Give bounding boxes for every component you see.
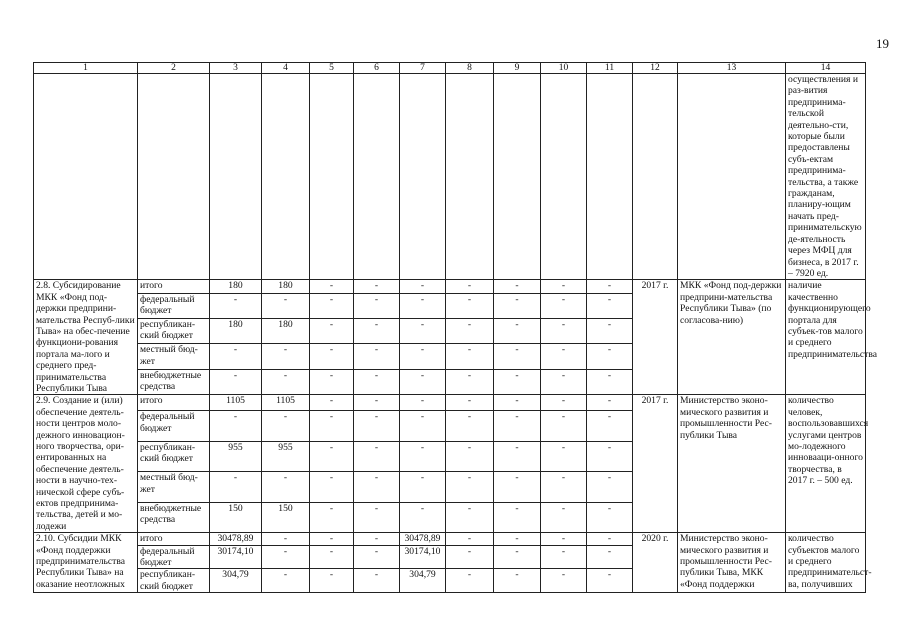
amount-cell: - — [354, 502, 400, 533]
amount-cell: - — [541, 280, 587, 293]
amount-cell: - — [400, 472, 446, 502]
funding-source-cell: республикан-ский бюджет — [138, 319, 210, 344]
amount-cell: - — [400, 395, 446, 411]
amount-cell: 150 — [262, 502, 310, 533]
amount-cell: - — [262, 344, 310, 369]
amount-cell: - — [494, 533, 541, 545]
amount-cell: - — [494, 441, 541, 471]
amount-cell: - — [210, 472, 262, 502]
executor-cell: Министерство эконо-мического развития и промышленности Рес-публики Тыва, МКК «Фонд поддержки — [678, 533, 786, 593]
amount-cell: - — [262, 545, 310, 569]
amount-cell: - — [541, 441, 587, 471]
funding-source-cell: республикан-ский бюджет — [138, 569, 210, 593]
amount-cell: - — [541, 502, 587, 533]
amount-cell: - — [541, 395, 587, 411]
amount-cell: - — [354, 344, 400, 369]
executor-cell: Министерство эконо-мического развития и промышленности Рес-публики Тыва — [678, 395, 786, 533]
amount-cell: - — [400, 319, 446, 344]
amount-cell: 304,79 — [210, 569, 262, 593]
funding-source-cell: федеральный бюджет — [138, 411, 210, 441]
header-cell: 9 — [494, 63, 541, 74]
amount-cell: - — [354, 533, 400, 545]
amount-cell: - — [262, 533, 310, 545]
amount-cell: 30478,89 — [400, 533, 446, 545]
amount-cell: - — [210, 293, 262, 318]
amount-cell: - — [446, 395, 494, 411]
amount-cell: - — [587, 411, 633, 441]
amount-cell: - — [310, 344, 354, 369]
amount-cell: - — [446, 280, 494, 293]
amount-cell: 180 — [210, 280, 262, 293]
year-cell: 2017 г. — [633, 395, 678, 533]
header-cell: 8 — [446, 63, 494, 74]
amount-cell: - — [494, 395, 541, 411]
amount-cell: 1105 — [210, 395, 262, 411]
amount-cell: - — [446, 502, 494, 533]
amount-cell: - — [446, 472, 494, 502]
amount-cell: - — [400, 293, 446, 318]
amount-cell: - — [587, 502, 633, 533]
amount-cell: - — [446, 441, 494, 471]
funding-source-cell: местный бюд-жет — [138, 472, 210, 502]
amount-cell: - — [310, 545, 354, 569]
header-cell: 10 — [541, 63, 587, 74]
amount-cell: - — [587, 472, 633, 502]
header-cell: 14 — [786, 63, 866, 74]
amount-cell: 180 — [210, 319, 262, 344]
executor-cell: МКК «Фонд под-держки предприни-мательства Республики Тыва» (по согласова-нию) — [678, 280, 786, 395]
header-cell: 2 — [138, 63, 210, 74]
header-cell: 1 — [34, 63, 138, 74]
amount-cell: 1105 — [262, 395, 310, 411]
amount-cell: - — [354, 369, 400, 395]
amount-cell: 180 — [262, 280, 310, 293]
amount-cell: 955 — [262, 441, 310, 471]
table-cell — [587, 74, 633, 280]
funding-source-cell: внебюджетные средства — [138, 369, 210, 395]
amount-cell: - — [354, 293, 400, 318]
amount-cell: - — [494, 569, 541, 593]
amount-cell: - — [587, 395, 633, 411]
funding-source-cell: итого — [138, 280, 210, 293]
amount-cell: - — [541, 319, 587, 344]
amount-cell: - — [310, 280, 354, 293]
continued-row — [34, 74, 866, 280]
amount-cell: - — [446, 319, 494, 344]
amount-cell: - — [400, 502, 446, 533]
year-cell: 2020 г. — [633, 533, 678, 593]
amount-cell: - — [354, 472, 400, 502]
funding-source-cell: федеральный бюджет — [138, 545, 210, 569]
amount-cell: - — [354, 545, 400, 569]
header-cell: 7 — [400, 63, 446, 74]
amount-cell: 180 — [262, 319, 310, 344]
table-row — [34, 395, 866, 411]
amount-cell: - — [541, 533, 587, 545]
header-cell: 5 — [310, 63, 354, 74]
amount-cell: - — [354, 411, 400, 441]
amount-cell: - — [310, 569, 354, 593]
table-cell — [446, 74, 494, 280]
amount-cell: - — [210, 369, 262, 395]
table-cell — [310, 74, 354, 280]
table-cell — [210, 74, 262, 280]
header-cell: 4 — [262, 63, 310, 74]
amount-cell: 150 — [210, 502, 262, 533]
amount-cell: - — [310, 395, 354, 411]
funding-source-cell: местный бюд-жет — [138, 344, 210, 369]
amount-cell: - — [262, 411, 310, 441]
amount-cell: - — [354, 280, 400, 293]
indicator-cell: количество человек, воспользовавшихся услугами центров мо-лодежного инновааци-онного творчества, в 2017 г. – 500 ед. — [786, 395, 866, 533]
amount-cell: - — [262, 293, 310, 318]
amount-cell: - — [446, 569, 494, 593]
amount-cell: - — [494, 472, 541, 502]
header-cell: 6 — [354, 63, 400, 74]
amount-cell: - — [541, 569, 587, 593]
amount-cell: - — [494, 280, 541, 293]
amount-cell: - — [587, 441, 633, 471]
table-cell — [262, 74, 310, 280]
amount-cell: - — [210, 344, 262, 369]
amount-cell: - — [494, 502, 541, 533]
header-cell: 12 — [633, 63, 678, 74]
amount-cell: - — [262, 569, 310, 593]
amount-cell: - — [310, 533, 354, 545]
table-cell — [678, 74, 786, 280]
table-cell — [354, 74, 400, 280]
amount-cell: - — [400, 369, 446, 395]
table-cell — [138, 74, 210, 280]
header-cell: 11 — [587, 63, 633, 74]
amount-cell: - — [400, 441, 446, 471]
header-cell: 3 — [210, 63, 262, 74]
amount-cell: - — [446, 411, 494, 441]
amount-cell: - — [541, 293, 587, 318]
amount-cell: - — [354, 395, 400, 411]
funding-source-cell: республикан-ский бюджет — [138, 441, 210, 471]
header-row — [34, 63, 866, 74]
amount-cell: - — [310, 411, 354, 441]
table-cell — [400, 74, 446, 280]
amount-cell: - — [587, 293, 633, 318]
funding-source-cell: итого — [138, 395, 210, 411]
amount-cell: 30174,10 — [400, 545, 446, 569]
amount-cell: - — [587, 280, 633, 293]
amount-cell: - — [446, 369, 494, 395]
amount-cell: - — [494, 545, 541, 569]
amount-cell: - — [587, 369, 633, 395]
table-row — [34, 280, 866, 293]
funding-source-cell: итого — [138, 533, 210, 545]
amount-cell: - — [541, 472, 587, 502]
measure-name-cell: 2.10. Субсидии МКК «Фонд поддержки предпринимательства Республики Тыва» на оказание неотложных — [34, 533, 138, 593]
amount-cell: - — [494, 344, 541, 369]
indicator-cell: количество субъектов малого и среднего предпринимательст-ва, получивших — [786, 533, 866, 593]
indicator-cell: наличие качественно функционирующего портала для субъек-тов малого и среднего предпринимательства — [786, 280, 866, 395]
amount-cell: 955 — [210, 441, 262, 471]
amount-cell: - — [310, 472, 354, 502]
amount-cell: - — [310, 441, 354, 471]
indicator-cell: осуществления и раз-вития предпринима-тельской деятельно-сти, которые были предоставлены субъ-ектам предпринима-тельства, а также гражданам, планиру-ющим начать пред-принимательскую де-ятельность через МФЦ для бизнеса, в 2017 г. – 7920 ед. — [786, 74, 866, 280]
amount-cell: - — [446, 545, 494, 569]
amount-cell: - — [446, 293, 494, 318]
amount-cell: - — [310, 319, 354, 344]
amount-cell: 30478,89 — [210, 533, 262, 545]
amount-cell: - — [587, 533, 633, 545]
amount-cell: - — [310, 293, 354, 318]
amount-cell: - — [262, 472, 310, 502]
measure-name-cell: 2.8. Субсидирование МКК «Фонд под-держки предприни-мательства Респуб-лики Тыва» на обес-печение функциони-рования портала ма-лого и среднего пред-принимательства Республики Тыва — [34, 280, 138, 395]
measure-name-cell: 2.9. Создание и (или) обеспечение деятель-ности центров моло-дежного инновацион-ного творчества, ори-ентированных на обеспечение деятель-ности в научно-тех-нической сфере субъ-ектов предпринима-тельства, детей и мо-лодежи — [34, 395, 138, 533]
header-cell: 13 — [678, 63, 786, 74]
amount-cell: - — [446, 344, 494, 369]
amount-cell: - — [541, 344, 587, 369]
amount-cell: 30174,10 — [210, 545, 262, 569]
amount-cell: - — [541, 369, 587, 395]
amount-cell: - — [587, 569, 633, 593]
amount-cell: - — [494, 369, 541, 395]
table-cell — [34, 74, 138, 280]
amount-cell: 304,79 — [400, 569, 446, 593]
amount-cell: - — [354, 319, 400, 344]
amount-cell: - — [210, 411, 262, 441]
funding-source-cell: федеральный бюджет — [138, 293, 210, 318]
funding-source-cell: внебюджетные средства — [138, 502, 210, 533]
amount-cell: - — [310, 502, 354, 533]
amount-cell: - — [541, 411, 587, 441]
amount-cell: - — [494, 411, 541, 441]
amount-cell: - — [587, 319, 633, 344]
amount-cell: - — [400, 344, 446, 369]
amount-cell: - — [587, 545, 633, 569]
amount-cell: - — [310, 369, 354, 395]
table-body — [34, 63, 878, 593]
amount-cell: - — [400, 411, 446, 441]
table-row — [34, 533, 866, 545]
amount-cell: - — [354, 569, 400, 593]
year-cell: 2017 г. — [633, 280, 678, 395]
amount-cell: - — [494, 319, 541, 344]
amount-cell: - — [262, 369, 310, 395]
amount-cell: - — [541, 545, 587, 569]
amount-cell: - — [494, 293, 541, 318]
page-number: 19 — [876, 36, 889, 51]
table-cell — [541, 74, 587, 280]
amount-cell: - — [587, 344, 633, 369]
amount-cell: - — [400, 280, 446, 293]
table-cell — [494, 74, 541, 280]
amount-cell: - — [446, 533, 494, 545]
budget-table — [33, 62, 878, 593]
table-cell — [633, 74, 678, 280]
amount-cell: - — [354, 441, 400, 471]
